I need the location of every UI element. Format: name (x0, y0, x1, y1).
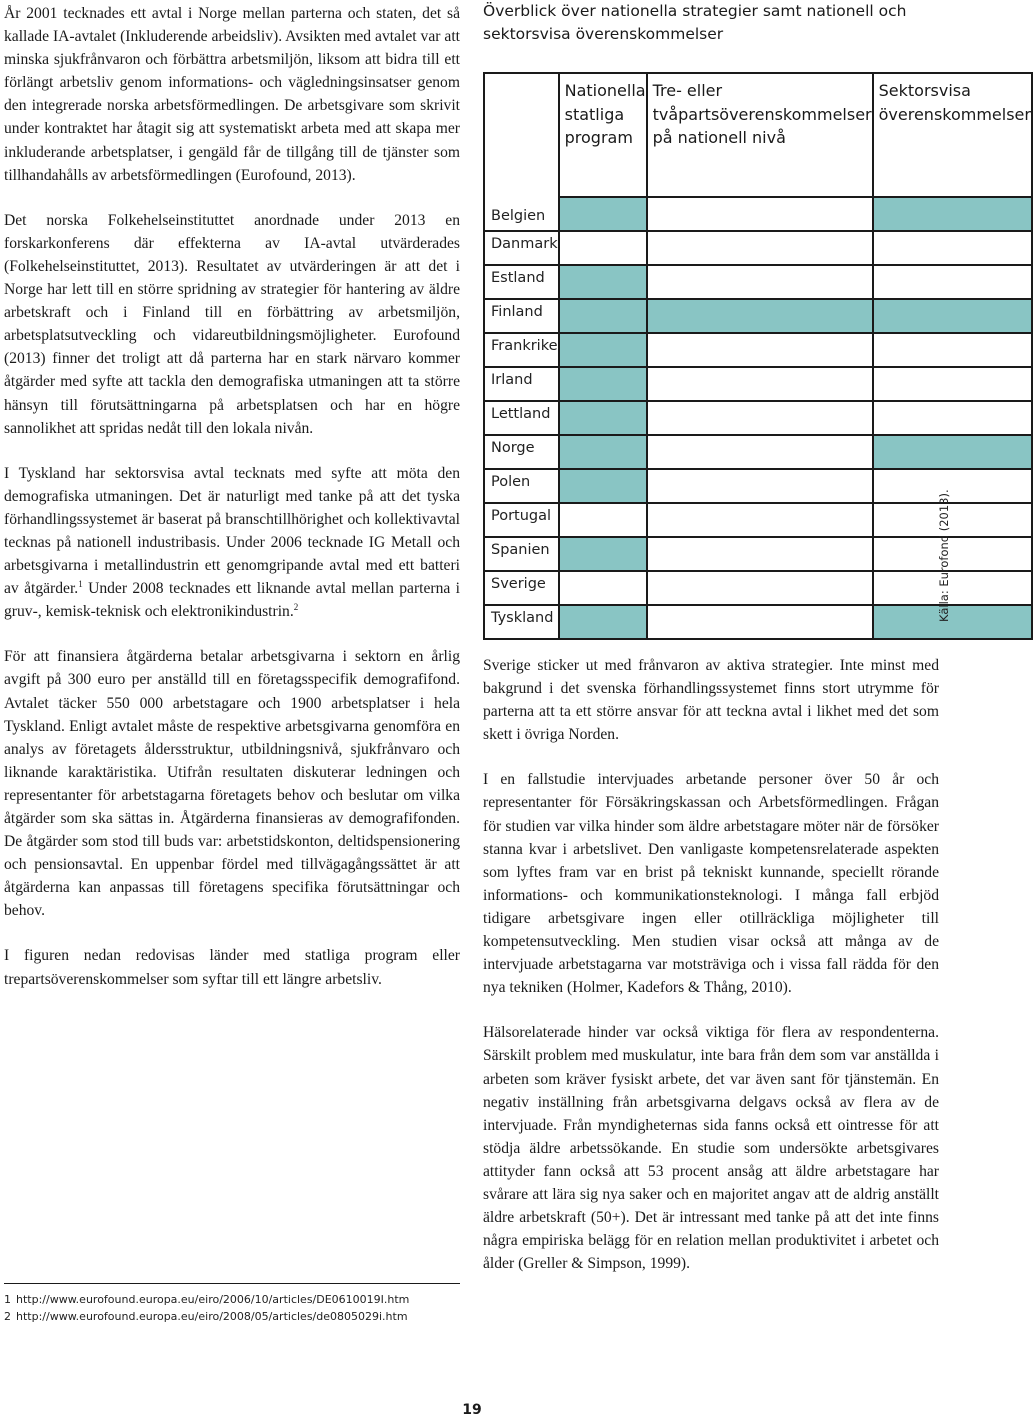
filled-cell (873, 605, 1032, 639)
country-cell (484, 333, 559, 367)
footnote-ref-1[interactable]: 1 (78, 578, 83, 589)
footnote-ref-2[interactable]: 2 (293, 602, 299, 613)
empty-cell (873, 469, 1032, 503)
empty-cell (647, 469, 873, 503)
empty-cell (873, 401, 1032, 435)
empty-cell (559, 571, 647, 605)
table-row (484, 197, 1032, 231)
footnote-1: 1 http://www.eurofound.europa.eu/eiro/2006/10/articles/DE0610019I.htm (4, 1293, 410, 1306)
filled-cell (873, 197, 1032, 231)
empty-cell (559, 503, 647, 537)
table-row (484, 401, 1032, 435)
country-label: Belgien (491, 208, 546, 224)
figure-source: Källa: Eurofond (2013). (937, 489, 951, 622)
country-cell (484, 231, 559, 265)
filled-cell (559, 435, 647, 469)
country-label: Finland (491, 304, 543, 320)
filled-cell (873, 435, 1032, 469)
paragraph-finansiera: För att finansiera åtgärderna betalar arbetsgivarna i sektorn en årlig avgift på 300 euro per anställd till en företagsspecifik demografifond. Avtalet täcker 550 000 arbetstagare och 1900 arbetsplatser i hela Tyskland. Enligt avtalet måste de respektive arbetsgivarna genomföra en analys av företagets åldersstruktur, utbildningsnivå, sjukfrånvaro och liknande karaktäristika. Utifrån resultaten diskuterar ledningen och representanter för arbetstagarna företagets behov och beslutar om vilka åtgärder som ska sättas in. Åtgärderna finansieras av demografifonden. De åtgärder som stod till buds var: arbetstidskonton, deltidspensionering och pensionsavtal. En uppenbar fördel med tillvägagångssättet är att åtgärderna kan anpassas till företagens specifika förutsättningar och behov. (4, 648, 460, 920)
page-number: 19 (462, 1402, 482, 1418)
figure-title: Överblick över nationella strategier samt nationell och sektorsvisa överenskommelser (483, 2, 907, 43)
country-cell (484, 367, 559, 401)
country-label: Danmark (491, 236, 558, 252)
empty-cell (873, 231, 1032, 265)
table-header-row (484, 73, 1032, 197)
column-header-sectoral: Sektorsvisa överenskommelser (873, 73, 1032, 197)
column-header-national-programs: Nationella statliga program (559, 73, 647, 197)
empty-cell (873, 571, 1032, 605)
paragraph-ia-avtal: År 2001 tecknades ett avtal i Norge mellan parterna och staten, det så kallade IA-avtalet (Inkluderende arbeidsliv). Avsikten med avtalet var att minska sjukfrånvaron och förbättra arbetsmiljön, liksom att bidra till ett förlängt arbetsliv genom informations- och vägledningsinsatser genom den integrerade norska arbetsförmedlingen. De arbetsgivare som skrivit under kontraktet har åtagit sig att systematiskt arbeta med att skapa mer inkluderande arbetsplatser, i gengäld får de tillgång till de tjänster som tillhandahålls av arbetsförmedlingen (Eurofound, 2013). (4, 5, 460, 184)
paragraph-tyskland: I Tyskland har sektorsvisa avtal tecknats med syfte att möta den demografiska utmaningen. Det är naturligt med tanke på att det tyska förhandlingssystemet är baserat på branschtillhörighet och kollektivavtal tecknas på nationell industribasis. Under 2006 tecknade IG Metall och arbetsgivarna i metallindustrin ett genomgripande avtal med ett batteri av åtgärder.$^1$ Under 2008 tecknades ett liknande avtal mellan parterna i gruv-, kemisk-teknisk och elektronikindustrin.$^2$ (4, 464, 460, 621)
empty-cell (873, 367, 1032, 401)
filled-cell (559, 265, 647, 299)
left-column (4, 2, 460, 991)
table-row (484, 367, 1032, 401)
empty-cell (647, 537, 873, 571)
filled-cell (559, 197, 647, 231)
empty-cell (873, 333, 1032, 367)
filled-cell (559, 299, 647, 333)
empty-cell (647, 435, 873, 469)
country-cell (484, 401, 559, 435)
empty-cell (559, 231, 647, 265)
country-cell (484, 73, 559, 231)
country-cell (484, 503, 559, 537)
table-row (484, 265, 1032, 299)
country-label: Irland (491, 372, 533, 388)
footnotes (4, 1291, 409, 1325)
country-label: Portugal (491, 508, 552, 524)
empty-cell (647, 503, 873, 537)
country-label: Sverige (491, 576, 546, 592)
column-header-tripartite: Tre- eller tvåpartsöverenskommelser på nationell nivå (647, 73, 873, 197)
filled-cell (559, 401, 647, 435)
paragraph-halsorelaterade: Hälsorelaterade hinder var också viktiga för flera av respondenterna. Särskilt problem med muskulatur, inte bara från dem som var anställda i arbeten som kräver fysiskt arbete, det var även sant för tjänstemän. En negativ inställning från arbetsgivarna delgavs också av flera av de intervjuade. Från myndigheternas sida fanns också ett ointresse för att stödja äldre arbetssökande. En studie som undersökte arbetsgivares attityder fann också att 53 procent ansåg att äldre arbetstagare har svårare att lära sig nya saker och en majoritet angav att de aldrig anställt äldre arbetskraft (50+). Det är intressant med tanke på att det inte finns några empiriska belägg för en relation mellan produktivitet i arbetet och ålder (Greller & Simpson, 1999). (483, 1024, 939, 1273)
country-cell (484, 469, 559, 503)
country-label: Polen (491, 474, 531, 490)
filled-cell (559, 537, 647, 571)
empty-cell (647, 197, 873, 231)
filled-cell (559, 469, 647, 503)
country-label: Norge (491, 440, 535, 456)
country-label: Spanien (491, 542, 550, 558)
country-cell (484, 537, 559, 571)
table-row (484, 333, 1032, 367)
empty-cell (647, 367, 873, 401)
right-column (483, 654, 939, 1275)
paragraph-folkehelse: Det norska Folkehelseinstituttet anordnade under 2013 en forskarkonferens där effekterna av IA-avtal utvärderades (Folkehelseinstituttet, 2013). Resultatet av utvärderingen är att det i Norge har lett till en större spridning av strategier för hantering av äldre arbetskraft och i Finland till en förbättring av arbetsmiljön, arbetsplatsutveckling och vidareutbildningsmöjligheter. Eurofound (2013) finner det troligt att då parterna har en stark närvaro kommer åtgärder med syfte att tackla den demografiska utmaningen att ta större hänsyn till förutsättningarna på arbetsplatsen och har en högre sannolikhet att spridas nedåt till den lokala nivån. (4, 211, 460, 437)
empty-cell (647, 231, 873, 265)
empty-cell (647, 571, 873, 605)
table-row (484, 231, 1032, 265)
country-cell (484, 605, 559, 639)
country-label: Tyskland (491, 610, 554, 626)
paragraph-sverige: Sverige sticker ut med frånvaron av aktiva strategier. Inte minst med bakgrund i det svenska förhandlingssystemet finns stort utrymme för parterna att ta ett större ansvar för att teckna avtal i likhet med det som skett i övriga Norden. (483, 657, 939, 744)
filled-cell (559, 605, 647, 639)
country-label: Frankrike (491, 338, 558, 354)
footnote-link-2[interactable]: http://www.eurofound.europa.eu/eiro/2008/05/articles/de0805029i.htm (16, 1310, 408, 1323)
paragraph-figuren: I figuren nedan redovisas länder med statliga program eller trepartsöverenskommelser som syftar till ett längre arbetsliv. (4, 947, 460, 988)
table-row (484, 299, 1032, 333)
empty-cell (873, 503, 1032, 537)
filled-cell (873, 299, 1032, 333)
paragraph-fallstudie: I en fallstudie intervjuades arbetande personer över 50 år och representanter för Försäkringskassan och Arbetsförmedlingen. Frågan för studien var vilka hinder som äldre arbetstagare möter när de försöker stanna kvar i arbetslivet. Den vanligaste kompetensrelaterade aspekten som lyftes fram var en brist på tekniskt kunnande, speciellt rörande informations- och kommunikationsteknologi. I många fall erbjöd tidigare arbetsgivare ingen eller otillräckliga möjligheter till kompetensutveckling. Men studien visar också att många av de intervjuade arbetstagarna var motsträviga och i vissa fall rädda för den nya tekniken (Holmer, Kadefors & Thång, 2010). (483, 771, 939, 997)
footnote-2: 2 http://www.eurofound.europa.eu/eiro/2008/05/articles/de0805029i.htm (4, 1310, 408, 1323)
filled-cell (647, 299, 873, 333)
empty-cell (647, 401, 873, 435)
filled-cell (559, 333, 647, 367)
table-row (484, 435, 1032, 469)
figure-title-block (483, 0, 939, 46)
empty-cell (647, 605, 873, 639)
empty-cell (647, 333, 873, 367)
country-label: Lettland (491, 406, 551, 422)
footnote-link-1[interactable]: http://www.eurofound.europa.eu/eiro/2006/10/articles/DE0610019I.htm (16, 1293, 410, 1306)
country-cell (484, 265, 559, 299)
country-label: Estland (491, 270, 545, 286)
country-cell (484, 571, 559, 605)
footnote-divider (4, 1283, 460, 1284)
empty-cell (873, 265, 1032, 299)
country-cell (484, 299, 559, 333)
country-cell (484, 435, 559, 469)
filled-cell (559, 367, 647, 401)
empty-cell (873, 537, 1032, 571)
empty-cell (647, 265, 873, 299)
